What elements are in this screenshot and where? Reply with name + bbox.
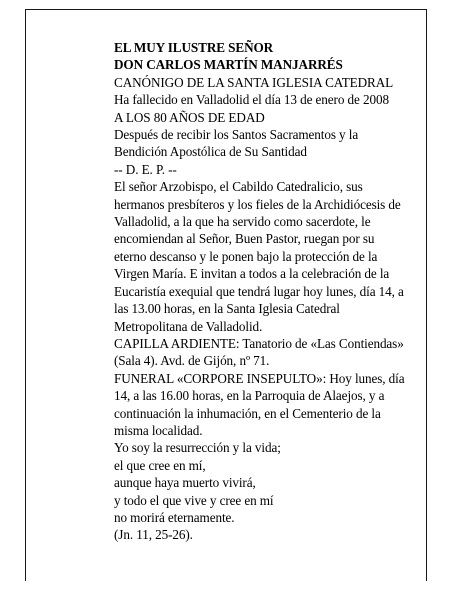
text-line: no morirá eternamente. bbox=[114, 509, 235, 525]
text-line: Después de recibir los Santos Sacramentos y la bbox=[114, 127, 359, 143]
text-line: hermanos presbíteros y los fieles de la Archidiócesis de bbox=[114, 196, 401, 212]
text-line: -- D. E. P. -- bbox=[114, 161, 177, 177]
text-line: las 13.00 horas, en la Santa Iglesia Catedral bbox=[114, 301, 340, 317]
text-line: (Sala 4). Avd. de Gijón, nº 71. bbox=[114, 353, 270, 369]
text-line: continuación la inhumación, en el Cementerio de la bbox=[114, 405, 381, 421]
text-line: El señor Arzobispo, el Cabildo Catedralicio, sus bbox=[114, 179, 363, 195]
text-line: eterno descanso y le ponen bajo la protección de la bbox=[114, 248, 378, 264]
text-line: y todo el que vive y cree en mí bbox=[114, 492, 274, 508]
text-line: Eucaristía exequial que tendrá lugar hoy lunes, día 14, a bbox=[114, 283, 404, 299]
notice-title-line-1: EL MUY ILUSTRE SEÑOR bbox=[114, 40, 274, 55]
text-line: encomiendan al Señor, Buen Pastor, ruegan por su bbox=[114, 231, 375, 247]
text-line: A LOS 80 AÑOS DE EDAD bbox=[114, 109, 265, 125]
text-line: Virgen María. E invitan a todos a la celebración de la bbox=[114, 266, 390, 282]
text-line: Bendición Apostólica de Su Santidad bbox=[114, 144, 307, 160]
text-line: CAPILLA ARDIENTE: Tanatorio de «Las Contiendas» bbox=[114, 335, 404, 351]
obituary-notice bbox=[114, 39, 424, 544]
notice-title-line-2: DON CARLOS MARTÍN MANJARRÉS bbox=[114, 57, 343, 73]
text-line: aunque haya muerto vivirá, bbox=[114, 475, 256, 491]
text-line: CANÓNIGO DE LA SANTA IGLESIA CATEDRAL bbox=[114, 74, 394, 90]
text-line: Yo soy la resurrección y la vida; bbox=[114, 440, 281, 456]
text-line: Ha fallecido en Valladolid el día 13 de enero de 2008 bbox=[114, 92, 389, 108]
text-line: el que cree en mí, bbox=[114, 457, 206, 473]
text-line: (Jn. 11, 25-26). bbox=[114, 527, 193, 543]
text-line: 14, a las 16.00 horas, en la Parroquia de Alaejos, y a bbox=[114, 388, 385, 404]
text-line: misma localidad. bbox=[114, 422, 203, 438]
text-line: Metropolitana de Valladolid. bbox=[114, 318, 263, 334]
text-line: FUNERAL «CORPORE INSEPULTO»: Hoy lunes, día bbox=[114, 370, 405, 386]
text-line: Valladolid, a la que ha servido como sacerdote, le bbox=[114, 214, 371, 230]
